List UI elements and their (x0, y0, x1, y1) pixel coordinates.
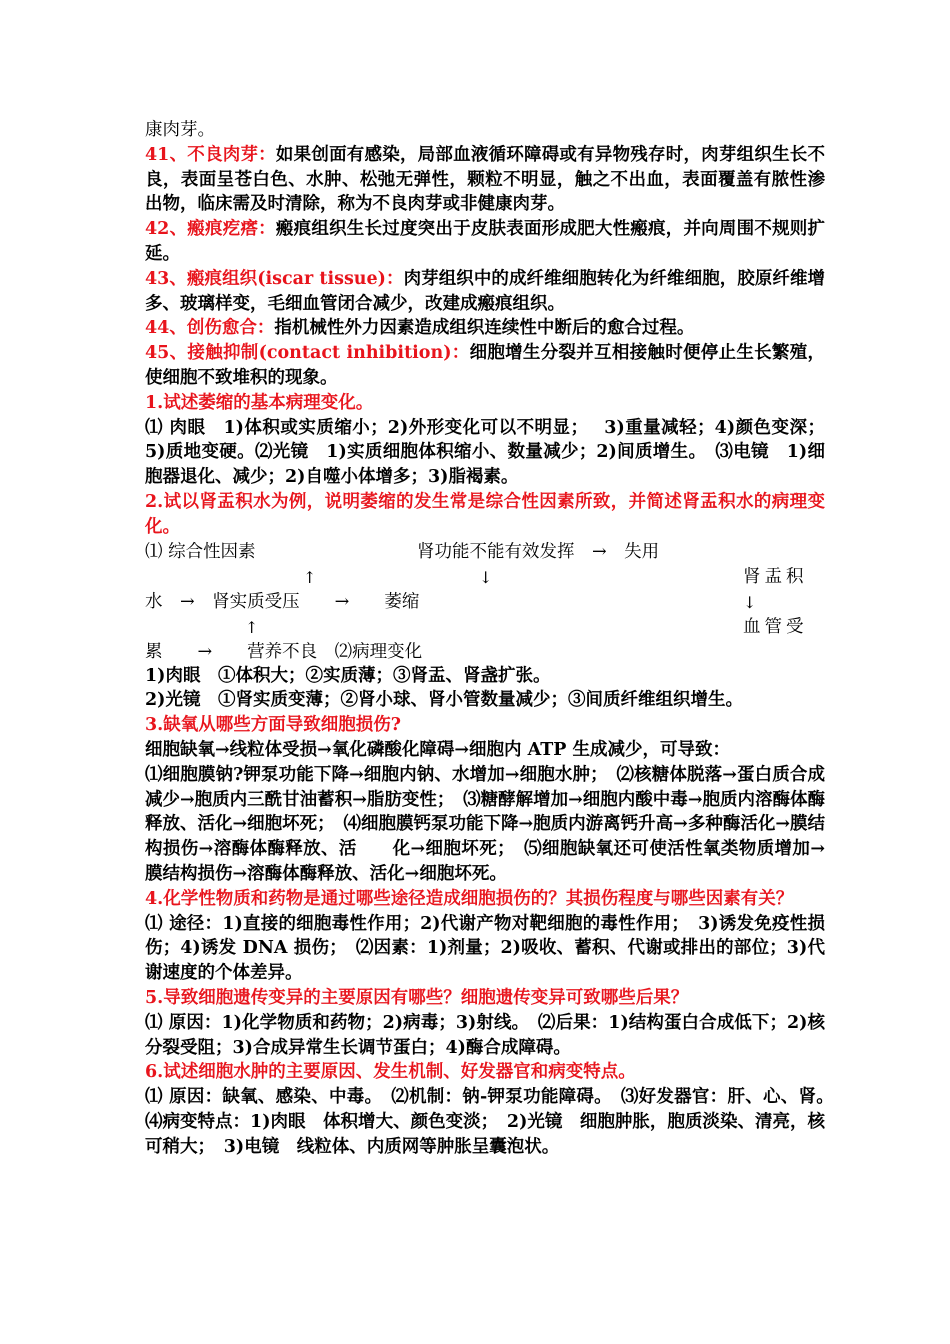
question-4-answer: ⑴ 途径：1)直接的细胞毒性作用；2)代谢产物对靶细胞的毒性作用； 3)诱发免疫性损伤；4)诱发 DNA 损伤； ⑵因素：1)剂量；2)吸收、蓄积、代谢或排出的部位；3)代谢速度的个体差异。 (145, 913, 825, 984)
question-6-title: 6.试述细胞水肿的主要原因、发生机制、好发器官和病变特点。 (145, 1062, 636, 1083)
question-5-answer: ⑴ 原因：1)化学物质和药物；2)病毒；3)射线。 ⑵后果：1)结构蛋白合成低下；2)核分裂受阻；3)合成异常生长调节蛋白；4)酶合成障碍。 (145, 1012, 825, 1058)
question-3-title: 3.缺氧从哪些方面导致细胞损伤? (145, 715, 402, 736)
question-6-answer: ⑴ 原因：缺氧、感染、中毒。 ⑵机制：钠-钾泵功能障碍。 ⑶好发器官：肝、心、肾。 ⑷病变特点：1)肉眼 体积增大、颜色变淡； 2)光镜 细胞肿胀，胞质淡染、清亮，核可稍大； 3)电镜 线粒体、内质网等肿胀呈囊泡状。 (145, 1087, 843, 1157)
question-5-title: 5.导致细胞遗传变异的主要原因有哪些？细胞遗传变异可致哪些后果？ (145, 987, 689, 1008)
diagram-label-compression: 水 → 肾实质受压 → 萎缩 (145, 591, 420, 612)
diagram-label-dysfunction: 肾功能不能有效发挥 → 失用 (417, 541, 660, 562)
continued-text: 康肉芽。 (145, 120, 215, 140)
arrow-down-icon: ↓ (479, 567, 493, 587)
term-title: 42、瘢痕疙瘩： (145, 219, 276, 240)
question-1-title: 1.试述萎缩的基本病理变化。 (145, 392, 374, 413)
diagram-label-hydronephrosis: 肾盂积 (743, 566, 808, 587)
question-3-answer: ⑴细胞膜钠?钾泵功能下降→细胞内钠、水增加→细胞水肿； ⑵核糖体脱落→蛋白质合成减少→胞质内三酰甘油蓄积→脂肪变性； ⑶糖酵解增加→细胞内酸中毒→胞质内溶酶体酶释放、活化→细胞坏死； ⑷细胞膜钙泵功能下降→胞质内游离钙升高→多种酶活化→膜结构损伤→溶酶体酶释放、活 化→细胞坏死； ⑸细胞缺氧还可使活性氧类物质增加→膜结构损伤→溶酶体酶释放、活化→细胞坏死。 (145, 764, 825, 884)
document-page (145, 118, 843, 1159)
diagram-label-malnutrition: 累 → 营养不良 ⑵病理变化 (145, 641, 423, 662)
arrow-up-icon: ↑ (245, 617, 259, 637)
arrow-up-icon: ↑ (303, 567, 317, 587)
term-body: 瘢痕组织生长过度突出于皮肤表面形成肥大性瘢痕，并向周围不规则扩延。 (145, 219, 826, 264)
diagram-label-factors: ⑴ 综合性因素 (145, 541, 256, 562)
term-44 (145, 316, 825, 341)
term-title: 44、创伤愈合： (145, 318, 275, 339)
diagram-label-vessels: 血管受 (743, 616, 808, 637)
term-title: 45、接触抑制(contact inhibition)： (145, 343, 470, 364)
term-body: 指机械性外力因素造成组织连续性中断后的愈合过程。 (274, 318, 695, 339)
term-43 (145, 267, 825, 317)
question-2-title: 2.试以肾盂积水为例，说明萎缩的发生常是综合性因素所致，并简述肾盂积水的病理变化。 (145, 491, 825, 537)
term-body: 如果创面有感染，局部血液循环障碍或有异物残存时，肉芽组织生长不良，表面呈苍白色、水肿、松弛无弹性，颗粒不明显，触之不出血，表面覆盖有脓性渗出物，临床需及时清除，称为不良肉芽或非健康肉芽。 (145, 144, 826, 215)
arrow-down-icon: ↓ (743, 592, 757, 612)
term-title: 43、瘢痕组织(iscar tissue)： (145, 268, 404, 289)
term-42 (145, 217, 825, 267)
question-4-title: 4.化学性物质和药物是通过哪些途径造成细胞损伤的？其损伤程度与哪些因素有关？ (145, 888, 794, 909)
term-41 (145, 143, 825, 217)
question-3-intro: 细胞缺氧→线粒体受损→氧化磷酸化障碍→细胞内 ATP 生成减少，可导致： (145, 739, 730, 760)
term-body: 细胞增生分裂并互相接触时便停止生长繁殖，使细胞不致堆积的现象。 (145, 343, 826, 388)
term-45 (145, 341, 825, 391)
term-title: 41、不良肉芽： (145, 144, 276, 165)
atrophy-cause-diagram (145, 540, 825, 664)
question-2-answer-micro: 2)光镜 ①肾实质变薄；②肾小球、肾小管数量减少；③间质纤维组织增生。 (145, 690, 743, 711)
question-2-answer-gross: 1)肉眼 ①体积大；②实质薄；③肾盂、肾盏扩张。 (145, 665, 551, 686)
question-1-answer: ⑴ 肉眼 1)体积或实质缩小；2)外形变化可以不明显； 3)重量减轻；4)颜色变深；5)质地变硬。⑵光镜 1)实质细胞体积缩小、数量减少；2)间质增生。 ⑶电镜 1)细胞器退化、减少；2)自噬小体增多；3)脂褐素。 (145, 417, 825, 488)
term-body: 肉芽组织中的成纤维细胞转化为纤维细胞，胶原纤维增多、玻璃样变，毛细血管闭合减少，改建成瘢痕组织。 (145, 268, 826, 314)
